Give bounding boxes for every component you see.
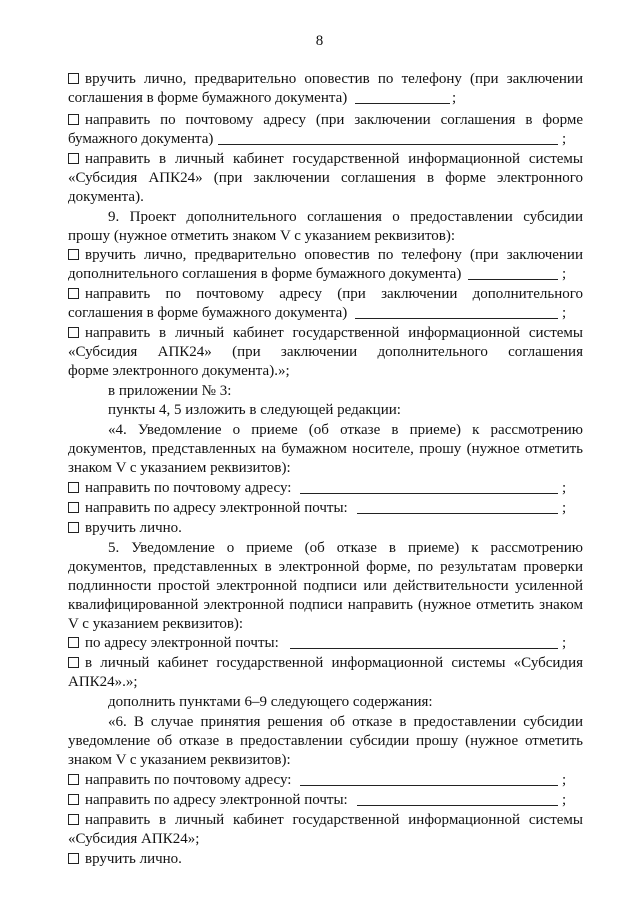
checkbox[interactable] xyxy=(68,502,79,513)
text-line: соглашения в форме бумажного документа) xyxy=(68,90,348,106)
text-line: «Субсидия АПК24»; xyxy=(68,831,200,847)
semicolon: ; xyxy=(562,305,567,321)
text-line: пункты 4, 5 изложить в следующей редакции: xyxy=(108,402,401,418)
text-line: прошу (нужное отметить знаком V с указанием реквизитов): xyxy=(68,228,456,244)
text-line: дополнительного соглашения в форме бумажного документа) xyxy=(68,266,462,282)
fill-in-line[interactable] xyxy=(218,144,558,145)
text-line: направить по почтовому адресу (при заключении соглашения в форме xyxy=(68,111,583,130)
text-line: в личный кабинет государственной информационной системы «Субсидия xyxy=(68,654,583,673)
semicolon: ; xyxy=(562,500,567,516)
semicolon: ; xyxy=(562,772,567,788)
text-line: вручить лично, предварительно оповестив по телефону (при заключении xyxy=(68,70,583,89)
text-line: документов, представленных на бумажном носителе, прошу (нужное отметить xyxy=(68,441,583,457)
checkbox[interactable] xyxy=(68,482,79,493)
text-line: вручить лично. xyxy=(68,519,583,538)
text-line: квалифицированной электронной подписи направить (нужное отметить знаком xyxy=(68,597,583,613)
checkbox[interactable] xyxy=(68,794,79,805)
text-line: V с указанием реквизитов): xyxy=(68,616,244,632)
text-line: документа). xyxy=(68,189,144,205)
text-line: «Субсидия АПК24» (при заключении соглашения в форме электронного xyxy=(68,170,583,186)
fill-in-line[interactable] xyxy=(300,493,558,494)
fill-in-line[interactable] xyxy=(355,318,558,319)
semicolon: ; xyxy=(562,131,567,147)
text-line: знаком V с указанием реквизитов): xyxy=(68,752,291,768)
text-line: дополнить пунктами 6–9 следующего содержания: xyxy=(108,694,433,710)
text-line: АПК24».»; xyxy=(68,674,138,690)
checkbox[interactable] xyxy=(68,853,79,864)
checkbox[interactable] xyxy=(68,249,79,260)
text-line: «6. В случае принятия решения об отказе в предоставлении субсидии xyxy=(108,714,583,730)
text-line: уведомление об отказе в предоставлении субсидии прошу (нужное отметить xyxy=(68,733,583,749)
text-line: направить в личный кабинет государственной информационной системы xyxy=(68,324,583,343)
checkbox[interactable] xyxy=(68,114,79,125)
text-line: направить по почтовому адресу (при заключении дополнительного xyxy=(68,285,583,304)
text-line: направить в личный кабинет государственной информационной системы xyxy=(68,150,583,169)
semicolon: ; xyxy=(562,635,567,651)
fill-in-line[interactable] xyxy=(300,785,558,786)
text-line: вручить лично. xyxy=(68,850,583,869)
text-line: 5. Уведомление о приеме (об отказе в приеме) к рассмотрению xyxy=(108,540,583,556)
semicolon: ; xyxy=(562,792,567,808)
text-line: по адресу электронной почты: xyxy=(68,634,583,653)
checkbox[interactable] xyxy=(68,657,79,668)
text-line: знаком V с указанием реквизитов): xyxy=(68,460,291,476)
fill-in-line[interactable] xyxy=(468,279,558,280)
text-line: направить по почтовому адресу: xyxy=(68,479,583,498)
checkbox[interactable] xyxy=(68,327,79,338)
semicolon: ; xyxy=(562,266,567,282)
fill-in-line[interactable] xyxy=(357,805,558,806)
text-line: направить по почтовому адресу: xyxy=(68,771,583,790)
checkbox[interactable] xyxy=(68,522,79,533)
text-line: в приложении № 3: xyxy=(108,383,232,399)
text-line: «4. Уведомление о приеме (об отказе в приеме) к рассмотрению xyxy=(108,422,583,438)
page-number: 8 xyxy=(315,33,324,49)
checkbox[interactable] xyxy=(68,774,79,785)
checkbox[interactable] xyxy=(68,814,79,825)
text-line: документов, представленных в электронной форме, по результатам проверки xyxy=(68,559,583,575)
text-line: соглашения в форме бумажного документа) xyxy=(68,305,348,321)
checkbox[interactable] xyxy=(68,73,79,84)
text-line: «Субсидия АПК24» (при заключении дополнительного соглашения xyxy=(68,344,583,360)
checkbox[interactable] xyxy=(68,153,79,164)
semicolon: ; xyxy=(562,480,567,496)
text-line: форме электронного документа).»; xyxy=(68,363,290,379)
fill-in-line[interactable] xyxy=(355,103,450,104)
text-line: направить в личный кабинет государственной информационной системы xyxy=(68,811,583,830)
fill-in-line[interactable] xyxy=(357,513,558,514)
text-line: 9. Проект дополнительного соглашения о предоставлении субсидии xyxy=(108,209,583,225)
checkbox[interactable] xyxy=(68,637,79,648)
semicolon: ; xyxy=(452,90,457,106)
text-line: вручить лично, предварительно оповестив по телефону (при заключении xyxy=(68,246,583,265)
fill-in-line[interactable] xyxy=(290,648,558,649)
text-line: подлинности простой электронной подписи или действительности усиленной xyxy=(68,578,583,594)
text-line: направить по адресу электронной почты: xyxy=(68,791,583,810)
text-line: направить по адресу электронной почты: xyxy=(68,499,583,518)
text-line: бумажного документа) xyxy=(68,131,214,147)
checkbox[interactable] xyxy=(68,288,79,299)
